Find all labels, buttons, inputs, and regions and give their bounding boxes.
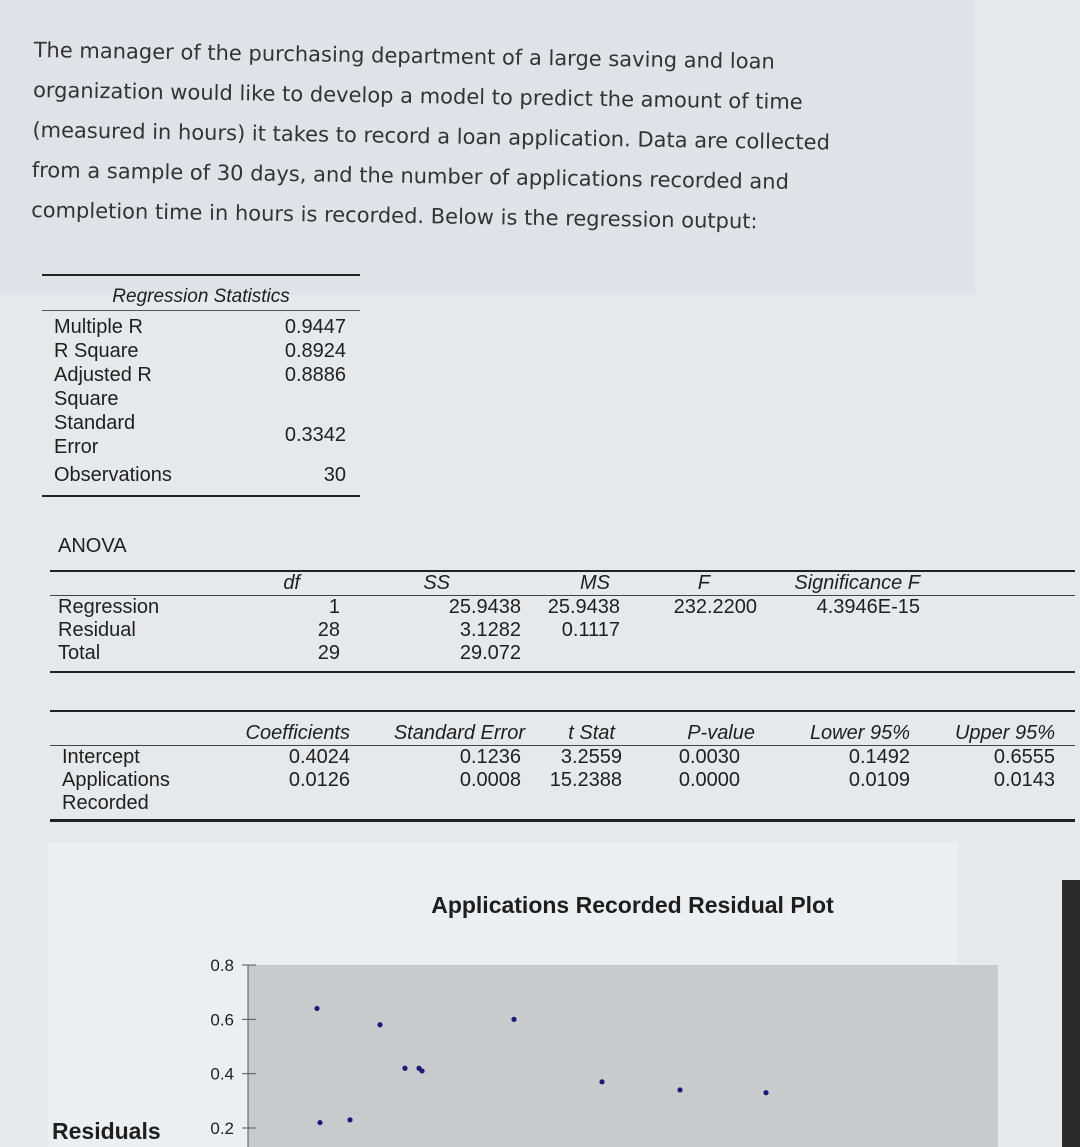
anova-header-ms: MS [580, 572, 610, 594]
coefficients-header-p-value: P-value [687, 722, 755, 744]
residual-point [511, 1017, 516, 1022]
residual-point [402, 1066, 407, 1071]
coefficients-header-standard-error: Standard Error [393, 722, 525, 744]
anova-significance-f: 4.3946E-15 [816, 596, 920, 618]
problem-line: The manager of the purchasing department of a large saving and loan [33, 37, 775, 74]
residual-point [347, 1117, 352, 1122]
y-tick-label: 0.8 [210, 956, 234, 975]
chart-title: Applications Recorded Residual Plot [431, 892, 834, 918]
coefficients-header-t-stat: t Stat [568, 722, 615, 744]
problem-line: (measured in hours) it takes to record a loan application. Data are collected [32, 117, 831, 155]
coefficient-value: 0.0126 [288, 769, 350, 791]
residual-point [419, 1068, 424, 1073]
residual-point [599, 1079, 604, 1084]
stat-label: R Square [54, 340, 139, 362]
anova-ss: 29.072 [459, 642, 521, 664]
residual-point [317, 1120, 322, 1125]
anova-source: Residual [58, 619, 136, 641]
stat-label: Standard Error [54, 412, 136, 458]
anova-df: 28 [317, 619, 340, 641]
anova-f: 232.2200 [673, 596, 757, 618]
screen-edge [1062, 880, 1080, 1147]
stat-value: 0.9447 [284, 316, 346, 338]
anova-ss: 3.1282 [459, 619, 521, 641]
coefficient-value: 0.4024 [288, 746, 350, 768]
stat-label: Observations [54, 464, 172, 486]
stat-label: Adjusted R Square [54, 364, 152, 410]
coefficient-upper-95: 0.0143 [993, 769, 1055, 791]
stat-value: 0.8924 [284, 340, 346, 362]
y-axis-label: Residuals [52, 1118, 161, 1144]
coefficients-header-upper-95: Upper 95% [954, 722, 1055, 744]
coefficient-term: Applications Recorded [62, 769, 170, 814]
anova-title: ANOVA [58, 535, 127, 557]
coefficient-t-stat: 15.2388 [549, 769, 622, 791]
y-tick-label: 0.4 [210, 1064, 234, 1084]
coefficient-p-value: 0.0030 [678, 746, 740, 768]
coefficient-upper-95: 0.6555 [993, 746, 1055, 768]
stat-value: 0.3342 [284, 424, 346, 446]
y-tick-label: 0.6 [210, 1010, 234, 1030]
plot-area [248, 965, 998, 1147]
coefficients-header-coefficients: Coefficients [245, 722, 350, 744]
coefficients-header-lower-95: Lower 95% [809, 722, 910, 744]
anova-ms: 0.1117 [561, 619, 620, 641]
coefficient-p-value: 0.0000 [678, 769, 740, 791]
anova-df: 1 [328, 596, 340, 618]
coefficient-standard-error: 0.0008 [459, 769, 521, 791]
anova-header-ss: SS [423, 572, 450, 594]
regression-statistics-title: Regression Statistics [42, 276, 360, 311]
anova-df: 29 [317, 642, 340, 664]
coefficient-lower-95: 0.1492 [848, 746, 910, 768]
residual-point [677, 1087, 682, 1092]
residual-point [377, 1022, 382, 1027]
stat-label: Multiple R [54, 316, 143, 338]
stat-value: 0.8886 [284, 364, 346, 386]
anova-ms: 25.9438 [547, 596, 620, 618]
problem-line: completion time in hours is recorded. Below is the regression output: [30, 197, 758, 234]
residual-point [314, 1006, 319, 1011]
anova-source: Total [58, 642, 101, 664]
anova-ss: 25.9438 [448, 596, 521, 618]
coefficient-t-stat: 3.2559 [560, 746, 622, 768]
anova-header-significance-f: Significance F [794, 572, 920, 594]
problem-line: organization would like to develop a model to predict the amount of time [32, 77, 803, 115]
anova-header-df: df [283, 572, 300, 594]
anova-header-f: F [697, 572, 710, 594]
anova-source: Regression [58, 596, 160, 618]
coefficient-term: Intercept [62, 746, 140, 768]
residual-point [763, 1090, 768, 1095]
problem-line: from a sample of 30 days, and the number of applications recorded and [31, 157, 790, 194]
coefficient-standard-error: 0.1236 [459, 746, 521, 768]
stat-value: 30 [323, 464, 346, 486]
coefficient-lower-95: 0.0109 [848, 769, 910, 791]
y-tick-label: 0.2 [210, 1119, 234, 1138]
